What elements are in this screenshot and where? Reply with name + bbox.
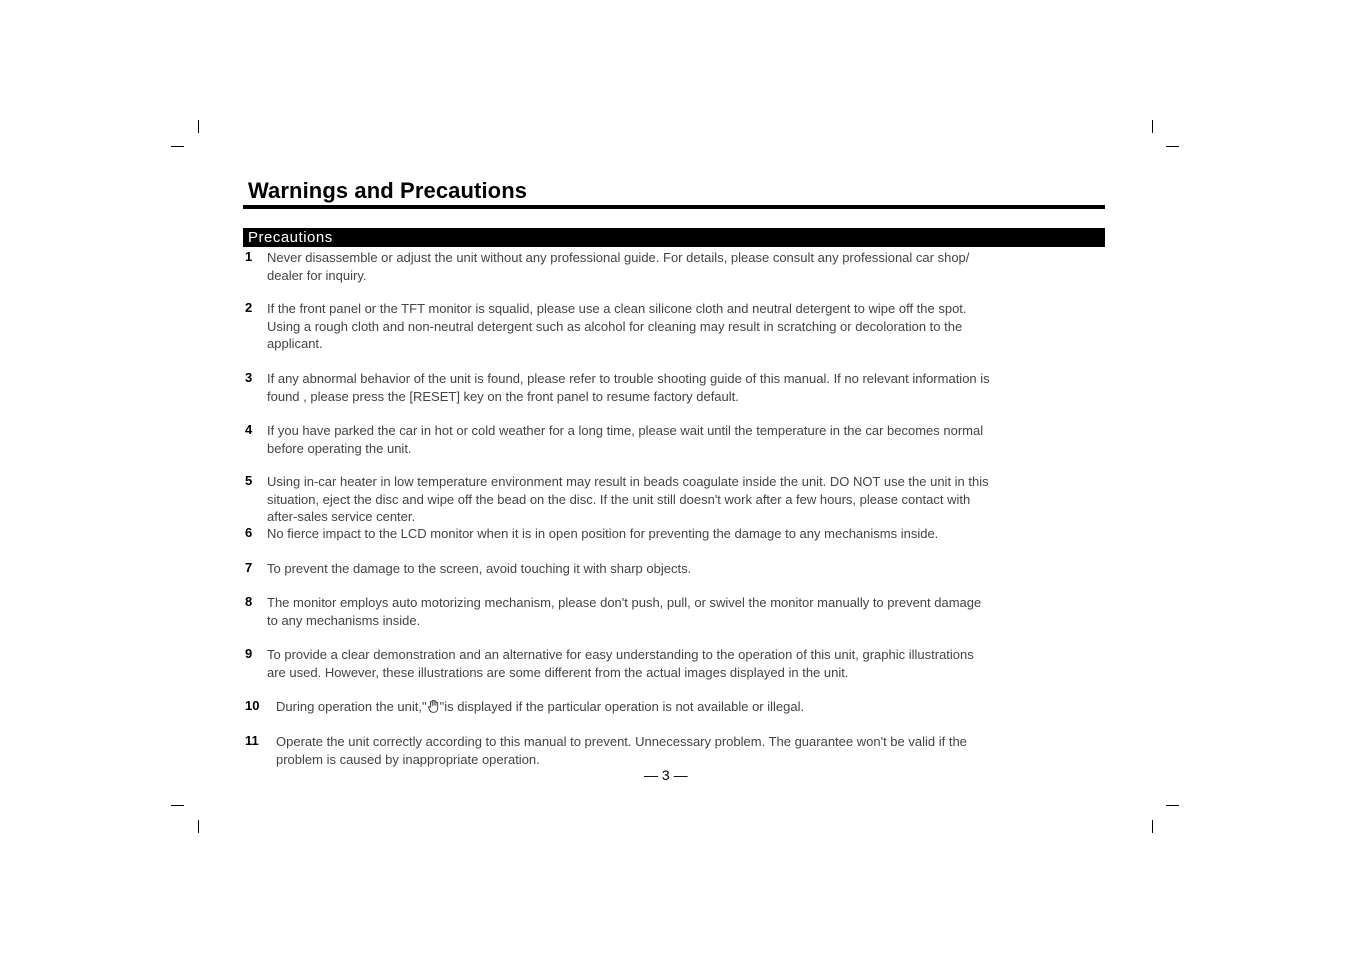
item-text: Operate the unit correctly according to this manual to prevent. Unnecessary problem. The guarantee won't be valid if the problem is caused by inappropriate operation.	[276, 734, 967, 767]
title-rule	[243, 205, 1105, 209]
item-number: 3	[245, 370, 253, 385]
item-text: Using in-car heater in low temperature environment may result in beads coagulate inside the unit. DO NOT use the unit in this situation, eject the disc and wipe off the bead on the disc. If the unit still doesn't work after a few hours, please contact with after-sales service center.	[267, 474, 989, 524]
section-label: Precautions	[248, 229, 333, 246]
crop-mark	[1152, 820, 1153, 833]
crop-mark	[198, 120, 199, 133]
item-number: 11	[245, 733, 259, 748]
item-number: 8	[245, 594, 253, 609]
crop-mark	[1166, 146, 1179, 147]
crop-mark	[198, 820, 199, 833]
item-number: 1	[245, 249, 253, 264]
item-text: Never disassemble or adjust the unit without any professional guide. For details, please consult any professional car shop/ dealer for inquiry.	[267, 250, 970, 283]
crop-mark	[1166, 805, 1179, 806]
hand-icon	[428, 700, 439, 713]
item-number: 9	[245, 646, 253, 661]
item-number: 6	[245, 525, 253, 540]
section-header	[243, 228, 1105, 247]
page-number: — 3 —	[644, 767, 688, 783]
item-number: 7	[245, 560, 253, 575]
item-number: 10	[245, 698, 260, 713]
item-text: To prevent the damage to the screen, avoid touching it with sharp objects.	[267, 561, 692, 576]
item-text-after: "is displayed if the particular operation is not available or illegal.	[439, 699, 805, 714]
item-text: If you have parked the car in hot or cold weather for a long time, please wait until the temperature in the car becomes normal before operating the unit.	[267, 423, 984, 456]
item-text: To provide a clear demonstration and an alternative for easy understanding to the operation of this unit, graphic illustrations are used. However, these illustrations are some different from the actual images displayed in the unit.	[267, 647, 974, 680]
item-text: If the front panel or the TFT monitor is squalid, please use a clean silicone cloth and neutral detergent to wipe off the spot. Using a rough cloth and non-neutral detergent such as alcohol for cleaning may result in scratching or decoloration to the applicant.	[267, 301, 967, 351]
page-title: Warnings and Precautions	[248, 178, 528, 203]
crop-mark	[171, 146, 184, 147]
crop-mark	[171, 805, 184, 806]
item-number: 4	[245, 422, 253, 437]
item-number: 5	[245, 473, 253, 488]
item-number: 2	[245, 300, 253, 315]
crop-mark	[1152, 120, 1153, 133]
item-text: The monitor employs auto motorizing mechanism, please don't push, pull, or swivel the monitor manually to prevent damage to any mechanisms inside.	[267, 595, 982, 628]
item-text-before: During operation the unit,"	[276, 699, 427, 714]
item-text: No fierce impact to the LCD monitor when it is in open position for preventing the damage to any mechanisms inside.	[267, 526, 939, 541]
item-text: If any abnormal behavior of the unit is found, please refer to trouble shooting guide of this manual. If no relevant information is found , please press the [RESET] key on the front panel to resume factory default.	[267, 371, 990, 404]
item-text	[276, 698, 1086, 716]
